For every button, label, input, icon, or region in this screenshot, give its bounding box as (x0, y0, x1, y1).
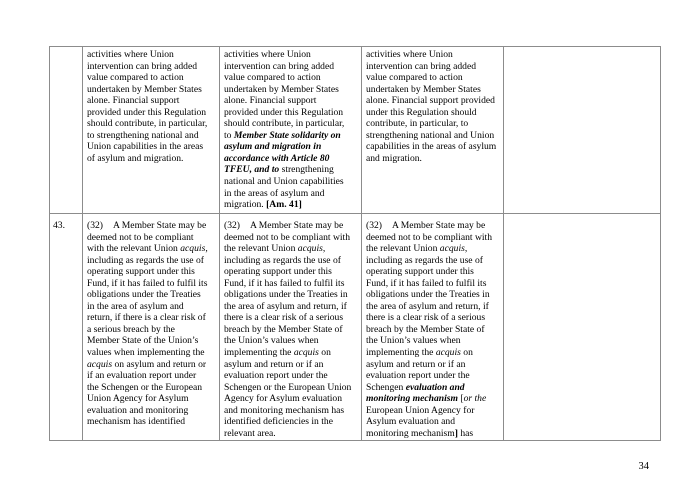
text-line (224, 153, 357, 165)
parliament-amendment-cell (220, 214, 362, 441)
text-line (87, 312, 215, 324)
text-line (224, 164, 357, 176)
text-line (366, 107, 499, 119)
text-run: acquis (439, 243, 465, 255)
comparison-table (49, 46, 661, 441)
text-run: obligations under the Treaties in (366, 289, 490, 301)
text-line (224, 84, 357, 96)
text-run: provided under this Regulation (224, 106, 344, 118)
text-line (87, 141, 215, 153)
text-line (224, 95, 357, 107)
text-line (366, 84, 499, 96)
text-run: acquis (180, 243, 206, 255)
text-run: operating support under this (87, 266, 195, 278)
text-run: Agency for Asylum evaluation (224, 393, 343, 405)
table-row (50, 47, 661, 214)
text-run: Fund, if it has failed to fulfil its (224, 277, 345, 289)
text-line (87, 130, 215, 142)
text-run: A Member State may be (112, 220, 207, 231)
parliament-amendment-cell (220, 47, 362, 214)
text-run: should contribute, in particular, (87, 118, 208, 130)
text-run: monitoring mechanism (366, 427, 455, 439)
text-run: acquis (87, 358, 113, 370)
text-line (224, 428, 357, 440)
text-run: A Member State may be (249, 220, 344, 231)
text-line (366, 255, 499, 267)
text-run: on (318, 347, 331, 359)
text-run: acquis (435, 347, 461, 359)
text-line (366, 130, 499, 142)
text-run: undertaken by Member States (87, 83, 202, 95)
text-run: implementing the (366, 347, 436, 359)
text-run: the Schengen or the European (87, 381, 203, 393)
text-line (224, 255, 357, 267)
text-run: operating support under this (366, 266, 474, 278)
text-run: the area of asylum and return, if (366, 300, 489, 312)
page-number: 34 (638, 461, 649, 472)
text-line (87, 61, 215, 73)
text-run: should contribute, in particular, (224, 118, 345, 130)
text-run: implementing the (224, 347, 294, 359)
text-run: intervention can bring added (224, 60, 335, 72)
text-line (87, 370, 215, 382)
text-run: activities where Union (224, 49, 311, 60)
text-line (224, 312, 357, 324)
text-run: relevant area. (224, 427, 276, 439)
compromise-text-cell (504, 47, 661, 214)
council-mandate-cell (362, 47, 504, 214)
text-run: the relevant Union (366, 243, 440, 255)
text-line (366, 278, 499, 290)
text-run: , (464, 243, 468, 255)
text-line (224, 61, 357, 73)
text-run: acquis (297, 243, 323, 255)
text-line (366, 61, 499, 73)
text-run: activities where Union (87, 49, 174, 60)
text-run: value compared to action (224, 72, 321, 84)
text-line (87, 301, 215, 313)
text-run: intervention can bring added (366, 60, 477, 72)
text-run: acquis (293, 347, 319, 359)
text-line (224, 324, 357, 336)
text-run: there is a clear risk of a serious (366, 312, 486, 324)
text-run: and migration. (366, 152, 422, 164)
text-run: the relevant Union (224, 243, 298, 255)
text-run: contribute, in particular, to (366, 118, 469, 130)
text-run: including as regards the use of (366, 254, 483, 266)
text-run: including as regards the use of (224, 254, 341, 266)
text-line (87, 347, 215, 359)
text-run: [ (457, 393, 464, 405)
text-line (366, 370, 499, 382)
text-run: monitoring mechanism (366, 393, 458, 405)
text-run: and monitoring mechanism has (224, 404, 345, 416)
text-line (366, 347, 499, 359)
text-run: asylum and return or if an (224, 358, 324, 370)
text-run: (32) (87, 220, 103, 231)
text-line (366, 72, 499, 84)
text-run: under this Regulation should (366, 106, 477, 118)
text-run: with the relevant Union (87, 243, 181, 255)
text-line (224, 199, 357, 211)
text-line (87, 153, 215, 165)
text-line (224, 301, 357, 313)
text-line (87, 359, 215, 371)
text-run: Schengen (366, 381, 406, 393)
text-run: or the (463, 393, 487, 405)
text-line (224, 232, 357, 244)
text-run: provided under this Regulation (87, 106, 207, 118)
text-line (366, 220, 499, 232)
council-mandate-cell (362, 214, 504, 441)
text-run: identified deficiencies in the (224, 416, 333, 428)
text-line (87, 255, 215, 267)
text-run: national and Union capabilities (224, 176, 344, 188)
text-line (366, 335, 499, 347)
text-run: undertaken by Member States (224, 83, 339, 95)
text-line (224, 278, 357, 290)
text-run: ] (454, 427, 458, 439)
text-run: a serious breach by the (87, 323, 175, 335)
text-run: Member State solidarity on (233, 129, 341, 141)
text-line (366, 428, 499, 440)
text-run: in the areas of asylum and (224, 187, 325, 199)
text-run: A Member State may be (391, 220, 486, 231)
text-run: the Union’s values when (224, 335, 319, 347)
row-number: 43. (50, 214, 83, 441)
text-line (87, 84, 215, 96)
text-line (87, 405, 215, 417)
text-run: the area of asylum and return, if (224, 300, 347, 312)
text-line (87, 232, 215, 244)
commission-proposal-cell (83, 47, 220, 214)
text-line (87, 382, 215, 394)
text-run: alone. Financial support provided (366, 95, 495, 107)
text-line (224, 266, 357, 278)
text-run: (32) (366, 220, 382, 231)
text-line (87, 289, 215, 301)
text-run: undertaken by Member States (366, 83, 481, 95)
text-line (224, 405, 357, 417)
text-line (366, 359, 499, 371)
text-run: operating support under this (224, 266, 332, 278)
text-run: asylum and migration in (224, 141, 322, 153)
text-line (224, 49, 357, 61)
text-run: Member State of the Union’s (87, 335, 199, 347)
text-run: alone. Financial support (224, 95, 317, 107)
text-line (224, 141, 357, 153)
text-line (224, 107, 357, 119)
text-run: on asylum and return or (112, 358, 207, 370)
text-run: Schengen or the European Union (224, 381, 352, 393)
text-line (366, 153, 499, 165)
text-run: deemed not to be compliant with (366, 231, 493, 243)
text-run: the Union’s values when (366, 335, 461, 347)
text-run: , (322, 243, 326, 255)
text-line (87, 335, 215, 347)
text-run: if an evaluation report under (87, 370, 197, 382)
text-run: deemed not to be compliant (87, 231, 194, 243)
text-line (87, 220, 215, 232)
text-line (366, 232, 499, 244)
text-line (224, 188, 357, 200)
text-run: migration. (224, 199, 267, 211)
text-line (224, 359, 357, 371)
text-run: evaluation report under the (224, 370, 328, 382)
text-line (366, 243, 499, 255)
text-line (87, 118, 215, 130)
text-run: [Am. 41] (266, 199, 302, 211)
text-line (224, 370, 357, 382)
text-line (87, 107, 215, 119)
text-run: value compared to action (87, 72, 184, 84)
text-line (87, 393, 215, 405)
text-run: breach by the Member State of (224, 323, 343, 335)
text-line (224, 72, 357, 84)
text-run: on (460, 347, 473, 359)
text-line (366, 118, 499, 130)
text-run: capabilities in the areas of asylum (366, 141, 497, 153)
text-run: has (457, 427, 474, 439)
text-run: in the area of asylum and (87, 300, 184, 312)
text-run: breach by the Member State of (366, 323, 485, 335)
table-row (50, 214, 661, 441)
text-line (224, 220, 357, 232)
row-number (50, 47, 83, 214)
text-line (224, 243, 357, 255)
text-run: intervention can bring added (87, 60, 198, 72)
text-run: accordance with Article 80 (224, 152, 330, 164)
text-line (366, 324, 499, 336)
text-run: including as regards the use of (87, 254, 204, 266)
text-run: strengthening national and Union (366, 129, 495, 141)
text-run: evaluation report under the (366, 370, 470, 382)
text-line (224, 416, 357, 428)
text-line (366, 95, 499, 107)
text-run: value compared to action (366, 72, 463, 84)
text-run: , (205, 243, 208, 255)
text-line (224, 118, 357, 130)
text-run: European Union Agency for (366, 404, 475, 416)
text-line (87, 72, 215, 84)
text-line (366, 289, 499, 301)
text-run: obligations under the Treaties (87, 289, 201, 301)
text-run: Asylum evaluation and (366, 416, 455, 428)
text-line (366, 312, 499, 324)
text-run: of asylum and migration. (87, 152, 184, 164)
text-run: values when implementing the (87, 347, 205, 359)
text-line (224, 176, 357, 188)
text-line (224, 130, 357, 142)
text-line (87, 278, 215, 290)
text-line (366, 416, 499, 428)
text-line (366, 405, 499, 417)
text-run: return, if there is a clear risk of (87, 312, 206, 324)
text-line (87, 49, 215, 61)
text-run: Union Agency for Asylum (87, 393, 189, 405)
text-run: Union capabilities in the areas (87, 141, 204, 153)
text-run: Fund, if it has failed to fulfil its (366, 277, 487, 289)
text-run: (32) (224, 220, 240, 231)
text-line (87, 243, 215, 255)
text-line (87, 95, 215, 107)
text-line (87, 266, 215, 278)
compromise-text-cell (504, 214, 661, 441)
text-run: TFEU, and to (224, 164, 280, 176)
text-line (366, 301, 499, 313)
text-run: mechanism has identified (87, 416, 186, 428)
text-line (224, 335, 357, 347)
text-line (366, 49, 499, 61)
text-run: to (224, 129, 234, 141)
text-line (224, 382, 357, 394)
text-run: alone. Financial support (87, 95, 180, 107)
text-run: there is a clear risk of a serious (224, 312, 344, 324)
text-line (224, 289, 357, 301)
text-line (87, 416, 215, 428)
text-line (366, 382, 499, 394)
text-run: asylum and return or if an (366, 358, 466, 370)
text-run: Fund, if it has failed to fulfil its (87, 277, 208, 289)
text-line (224, 347, 357, 359)
text-run: activities where Union (366, 49, 453, 60)
text-run: strengthening (279, 164, 334, 176)
commission-proposal-cell (83, 214, 220, 441)
text-line (87, 324, 215, 336)
text-line (366, 141, 499, 153)
text-run: evaluation and (405, 381, 465, 393)
text-line (366, 393, 499, 405)
text-run: deemed not to be compliant with (224, 231, 351, 243)
text-run: obligations under the Treaties in (224, 289, 348, 301)
text-line (366, 266, 499, 278)
text-run: evaluation and monitoring (87, 404, 189, 416)
text-run: to strengthening national and (87, 129, 199, 141)
text-line (224, 393, 357, 405)
